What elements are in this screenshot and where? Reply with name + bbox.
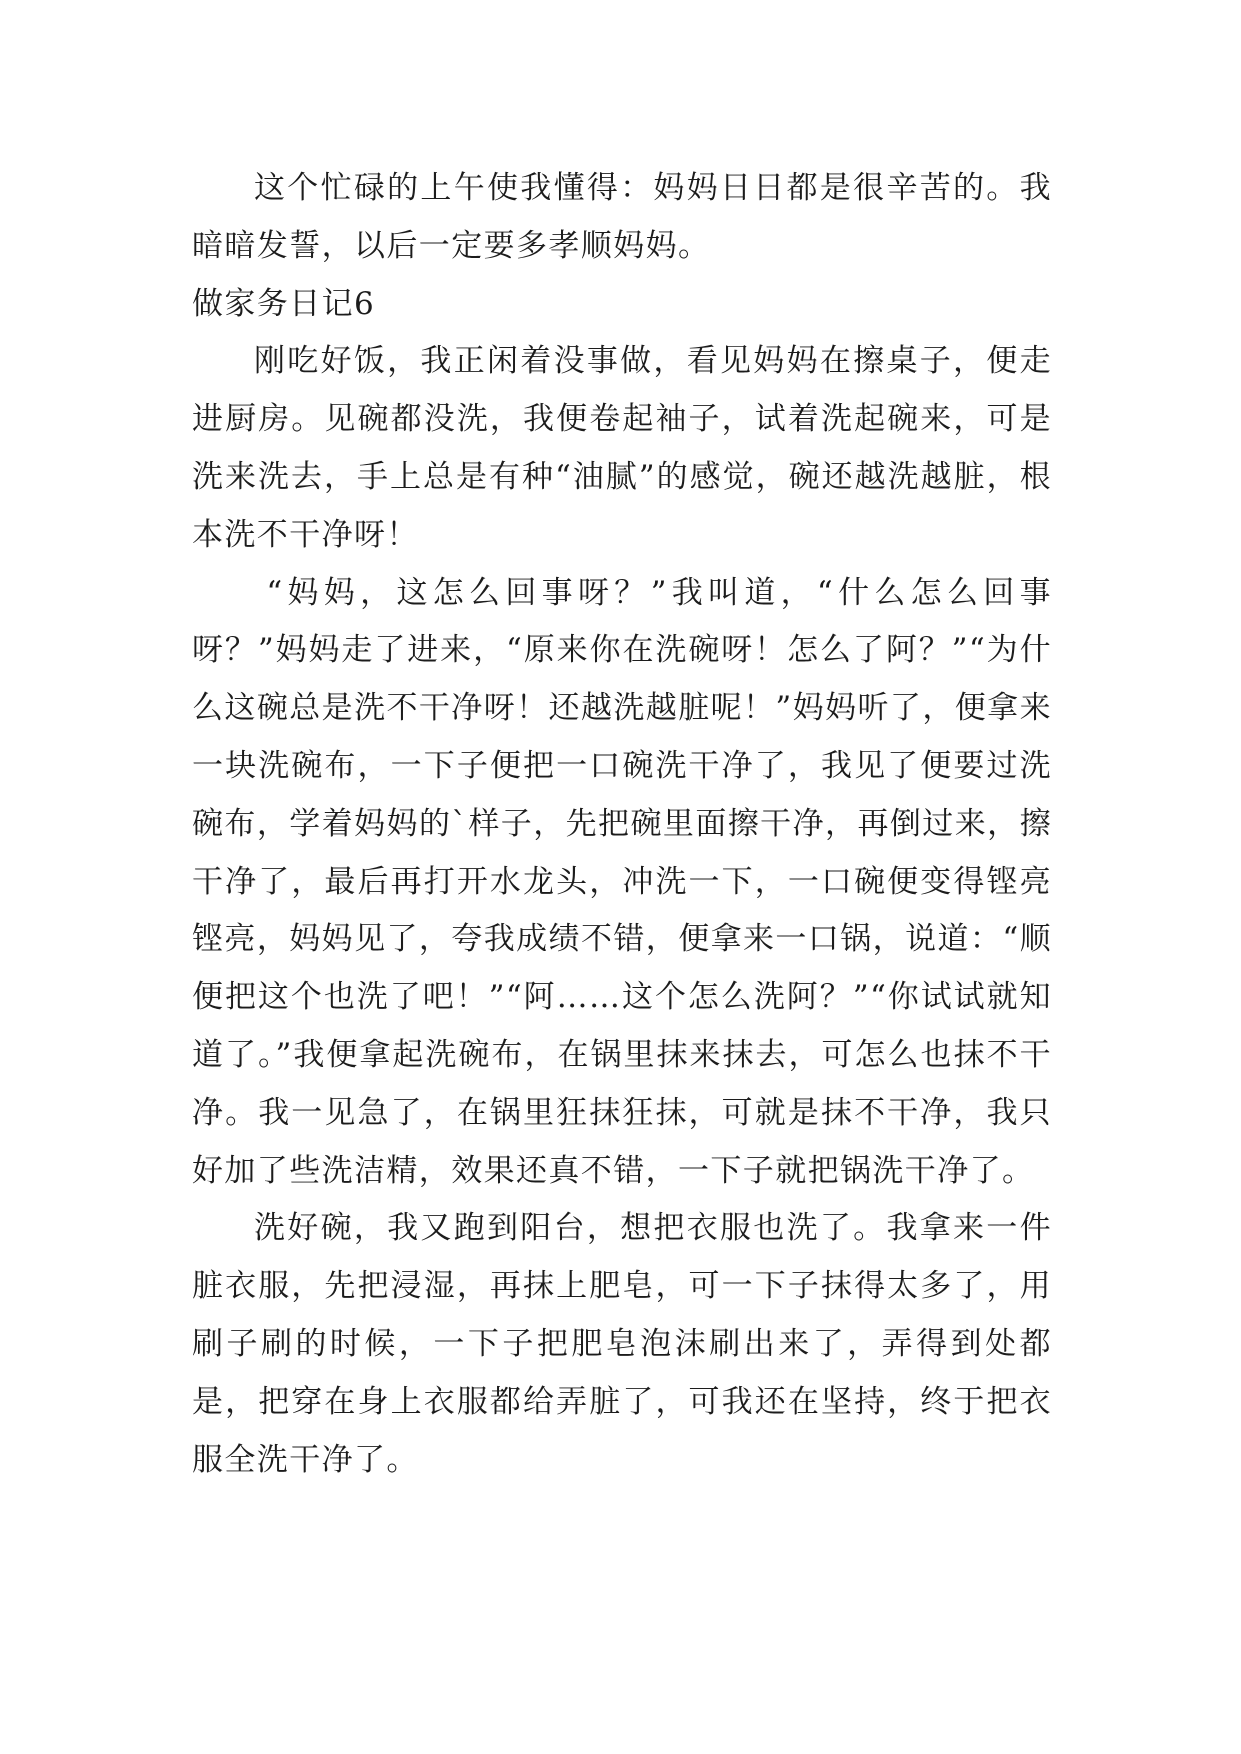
section-title: 做家务日记6 [192,285,376,322]
paragraph-washing-dishes: 刚吃好饭，我正闲着没事做，看见妈妈在擦桌子，便走进厨房。见碗都没洗，我便卷起袖子，试着洗起碗来，可是洗来洗去，手上总是有种“油腻”的感觉，碗还越洗越脏，根本洗不干净呀！ [192,343,1052,553]
paragraph-dialogue: “妈妈，这怎么回事呀？”我叫道，“什么怎么回事呀？”妈妈走了进来，“原来你在洗碗呀！怎么了阿？”“为什么这碗总是洗不干净呀！还越洗越脏呢！”妈妈听了，便拿来一块洗碗布，一下子便把一口碗洗干净了，我见了便要过洗碗布，学着妈妈的`样子，先把碗里面擦干净，再倒过来，擦干净了，最后再打开水龙头，冲洗一下，一口碗便变得铿亮铿亮，妈妈见了，夸我成绩不错，便拿来一口锅，说道：“顺便把这个也洗了吧！”“阿……这个怎么洗阿？”“你试试就知道了。”我便拿起洗碗布，在锅里抹来抹去，可怎么也抹不干净。我一见急了，在锅里狂抹狂抹，可就是抹不干净，我只好加了些洗洁精，效果还真不错，一下子就把锅洗干净了。 [192,574,1052,1189]
paragraph-conclusion: 这个忙碌的上午使我懂得：妈妈日日都是很辛苦的。我暗暗发誓，以后一定要多孝顺妈妈。 [192,170,1052,264]
document-body [192,160,1052,1489]
paragraph-washing-clothes: 洗好碗，我又跑到阳台，想把衣服也洗了。我拿来一件脏衣服，先把浸湿，再抹上肥皂，可一下子抹得太多了，用刷子刷的时候，一下子把肥皂泡沫刷出来了，弄得到处都是，把穿在身上衣服都给弄脏了，可我还在坚持，终于把衣服全洗干净了。 [192,1210,1052,1478]
